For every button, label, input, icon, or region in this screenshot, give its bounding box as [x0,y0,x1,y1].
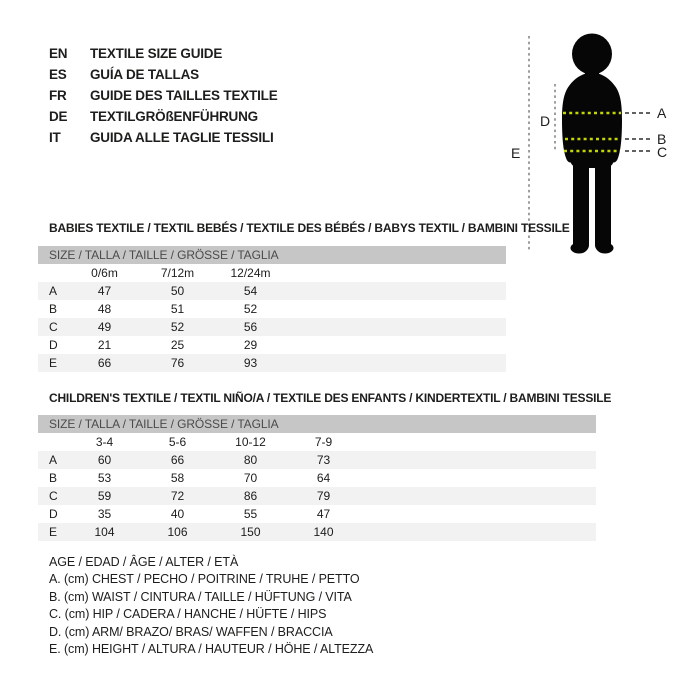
value-cell: 106 [167,525,188,539]
babies-section-title: BABIES TEXTILE / TEXTIL BEBÉS / TEXTILE DES BÉBÉS / BABYS TEXTIL / BAMBINI TESSILE [49,221,570,235]
column-header-cell: 0/6m [91,266,118,280]
label-e: E [511,145,521,161]
legend-line: E. (cm) HEIGHT / ALTURA / HAUTEUR / HÖHE / ALTEZZA [49,641,374,656]
table-row [38,469,596,487]
language-code: FR [49,88,67,103]
language-list [49,43,278,148]
language-row [49,43,278,64]
value-cell: 25 [170,338,185,352]
language-label: GUIDE DES TAILLES TEXTILE [90,88,278,103]
child-silhouette [562,34,622,254]
table-row [38,523,596,541]
value-cell: 76 [170,356,185,370]
column-header-cell: 3-4 [95,435,114,449]
language-code: DE [49,109,68,124]
value-cell: 52 [243,302,258,316]
row-label: E [49,356,58,370]
value-cell: 55 [243,507,258,521]
legend-line: B. (cm) WAIST / CINTURA / TAILLE / HÜFTUNG / VITA [49,589,352,604]
value-cell: 73 [316,453,331,467]
value-cell: 35 [97,507,112,521]
label-d: D [540,113,551,129]
corner-cell [38,264,68,282]
table-row [38,451,596,469]
filler-cell [360,433,596,451]
table-row [38,300,506,318]
language-code: EN [49,46,68,61]
legend-line: AGE / EDAD / ÂGE / ALTER / ETÀ [49,555,239,569]
value-cell: 51 [170,302,185,316]
language-row [49,85,278,106]
filler-cell [360,487,596,505]
corner-cell [38,433,68,451]
row-label: B [49,302,58,316]
babies-table-body [38,264,506,372]
value-cell: 56 [243,320,258,334]
filler-cell [360,469,596,487]
value-cell: 40 [170,507,185,521]
language-label: GUÍA DE TALLAS [90,67,199,82]
language-row [49,127,278,148]
value-cell: 86 [243,489,258,503]
column-header-row [38,433,596,451]
row-label: C [49,489,58,503]
filler-cell [360,523,596,541]
value-cell: 70 [243,471,258,485]
table-row [38,354,506,372]
value-cell: 66 [97,356,112,370]
row-label: D [49,338,58,352]
table-row [38,487,596,505]
table-row [38,282,506,300]
filler-cell [287,300,506,318]
value-cell: 49 [97,320,112,334]
value-cell: 48 [97,302,112,316]
value-cell: 93 [243,356,258,370]
value-cell: 59 [97,489,112,503]
value-cell: 21 [97,338,112,352]
table-row [38,505,596,523]
value-cell: 54 [243,284,258,298]
row-label: B [49,471,58,485]
value-cell: 66 [170,453,185,467]
language-code: ES [49,67,67,82]
children-size-table [38,415,596,541]
legend-line: A. (cm) CHEST / PECHO / POITRINE / TRUHE / PETTO [49,572,360,587]
value-cell: 104 [94,525,115,539]
value-cell: 58 [170,471,185,485]
label-c: C [657,144,668,160]
value-cell: 140 [313,525,334,539]
column-header-cell: 7/12m [160,266,195,280]
table-row [38,336,506,354]
legend-line: C. (cm) HIP / CADERA / HANCHE / HÜFTE / HIPS [49,607,327,622]
row-label: C [49,320,58,334]
filler-cell [360,505,596,523]
children-section-title: CHILDREN'S TEXTILE / TEXTIL NIÑO/A / TEXTILE DES ENFANTS / KINDERTEXTIL / BAMBINI TESSILE [49,391,612,405]
filler-cell [287,318,506,336]
row-label: A [49,284,58,298]
filler-cell [287,264,506,282]
row-label: D [49,507,58,521]
value-cell: 79 [316,489,331,503]
measurement-legend [49,554,373,658]
value-cell: 150 [240,525,261,539]
language-row [49,106,278,127]
value-cell: 53 [97,471,112,485]
filler-cell [287,336,506,354]
column-header-cell: 10-12 [235,435,266,449]
value-cell: 50 [170,284,185,298]
filler-cell [360,451,596,469]
legend-line: D. (cm) ARM/ BRAZO/ BRAS/ WAFFEN / BRACCIA [49,624,333,639]
babies-size-table [38,246,506,372]
value-cell: 52 [170,320,185,334]
language-code: IT [49,130,61,145]
label-b: B [657,131,667,147]
value-cell: 60 [97,453,112,467]
filler-cell [287,282,506,300]
value-cell: 47 [316,507,331,521]
table-row [38,318,506,336]
value-cell: 29 [243,338,258,352]
language-label: GUIDA ALLE TAGLIE TESSILI [90,130,274,145]
column-header-cell: 5-6 [168,435,187,449]
value-cell: 80 [243,453,258,467]
value-cell: 47 [97,284,112,298]
language-label: TEXTILGRÖßENFÜHRUNG [90,109,258,124]
children-size-header-bar: SIZE / TALLA / TAILLE / GRÖSSE / TAGLIA [38,415,596,433]
value-cell: 72 [170,489,185,503]
column-header-cell: 7-9 [314,435,333,449]
babies-size-header-bar: SIZE / TALLA / TAILLE / GRÖSSE / TAGLIA [38,246,506,264]
column-header-cell: 12/24m [230,266,271,280]
row-label: E [49,525,58,539]
label-a: A [657,105,667,121]
language-row [49,64,278,85]
row-label: A [49,453,58,467]
filler-cell [287,354,506,372]
language-label: TEXTILE SIZE GUIDE [90,46,223,61]
value-cell: 64 [316,471,331,485]
column-header-row [38,264,506,282]
children-table-body [38,433,596,541]
